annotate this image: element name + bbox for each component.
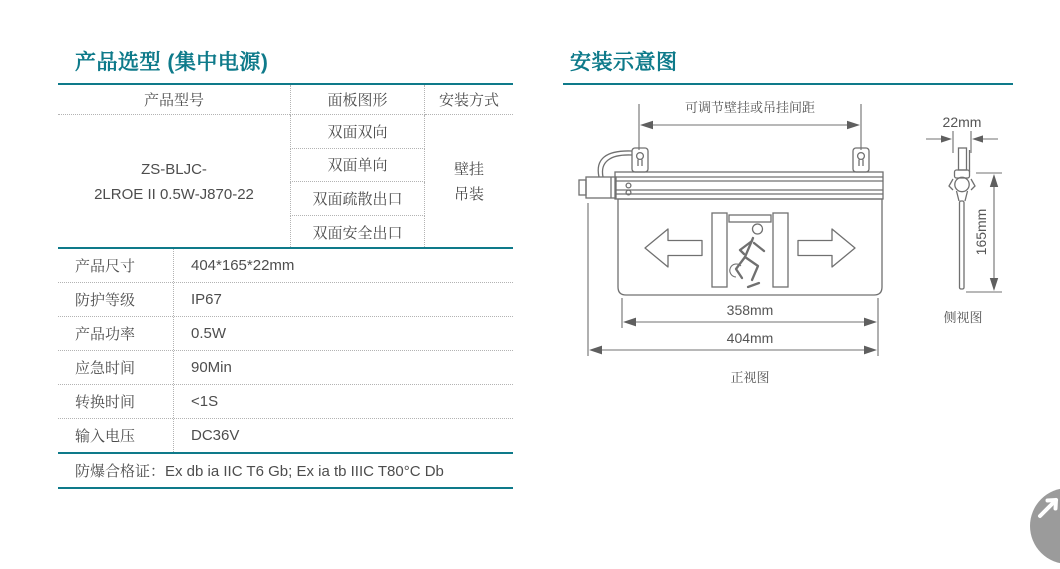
spec-table: [58, 247, 513, 489]
spec-label: 防护等级: [58, 283, 174, 316]
spec-value: DC36V: [191, 427, 240, 444]
product-selection-table: [58, 83, 513, 249]
spec-label: 产品尺寸: [58, 249, 174, 282]
mounting-bracket-right: [853, 148, 869, 172]
column-header-mount: 安装方式: [425, 85, 513, 115]
table-row: [58, 351, 513, 385]
arrow-up-right-icon: [1030, 488, 1060, 564]
mount-type-line1: 壁挂: [453, 161, 484, 178]
column-header-model: 产品型号: [58, 85, 290, 115]
mount-type-line2: 吊装: [453, 186, 484, 203]
dimension-358: [622, 298, 878, 356]
panel-option-cell: 双面安全出口: [290, 216, 425, 250]
table-row: [58, 419, 513, 452]
spec-value: <1S: [191, 393, 219, 410]
dimension-165: [966, 173, 1002, 292]
spec-label: 转换时间: [58, 385, 174, 418]
adjustable-span-dimension: [639, 100, 861, 150]
spec-value: IP67: [191, 291, 222, 308]
running-man-icon: [712, 213, 788, 287]
dimension-165-label: 165mm: [973, 208, 989, 256]
top-profile-bar: [615, 172, 883, 199]
dimension-404-label: 404mm: [726, 330, 774, 346]
side-view: [926, 114, 1002, 325]
spec-value: 404*165*22mm: [191, 257, 295, 274]
side-profile: [949, 148, 975, 289]
section-title-installation: 安装示意图: [570, 51, 678, 74]
column-header-panel: 面板图形: [290, 85, 425, 115]
mounting-bracket-left: [632, 148, 648, 172]
dimension-404: [588, 203, 877, 356]
model-number-line1: ZS-BLJC-: [141, 161, 207, 178]
model-number-cell: [58, 115, 290, 249]
panel-option-cell: 双面疏散出口: [290, 182, 425, 216]
spec-label: 输入电压: [58, 419, 174, 452]
table-row: [58, 317, 513, 351]
side-view-caption: 侧视图: [943, 310, 983, 325]
adjustable-span-label: 可调节壁挂或吊挂间距: [684, 100, 816, 115]
spec-value: 90Min: [191, 359, 232, 376]
page-title: 产品选型 (集中电源): [75, 51, 269, 74]
spec-label: 应急时间: [58, 351, 174, 384]
scroll-top-button[interactable]: [1030, 488, 1060, 564]
dimension-22-label: 22mm: [942, 114, 982, 130]
exit-arrow-right-icon: [798, 229, 855, 267]
spec-value: 0.5W: [191, 325, 227, 342]
front-view-caption: 正视图: [730, 370, 770, 385]
exit-arrow-left-icon: [645, 229, 702, 267]
mount-type-cell: [425, 115, 513, 249]
panel-option-cell: 双面单向: [290, 149, 425, 183]
dimension-358-label: 358mm: [726, 302, 774, 318]
panel-option-cell: 双面双向: [290, 115, 425, 149]
cable-gland-and-conduit: [579, 151, 632, 198]
explosion-proof-certification: 防爆合格证：Ex db ia IIC T6 Gb; Ex ia tb IIIC T80°C Db: [58, 452, 513, 489]
installation-diagram: [560, 95, 1060, 395]
title-underline: [563, 83, 1013, 85]
table-row: [58, 249, 513, 283]
model-number-line2: 2LROE II 0.5W-J870-22: [94, 186, 254, 203]
table-row: [58, 385, 513, 419]
spec-label: 产品功率: [58, 317, 174, 350]
table-row: [58, 283, 513, 317]
